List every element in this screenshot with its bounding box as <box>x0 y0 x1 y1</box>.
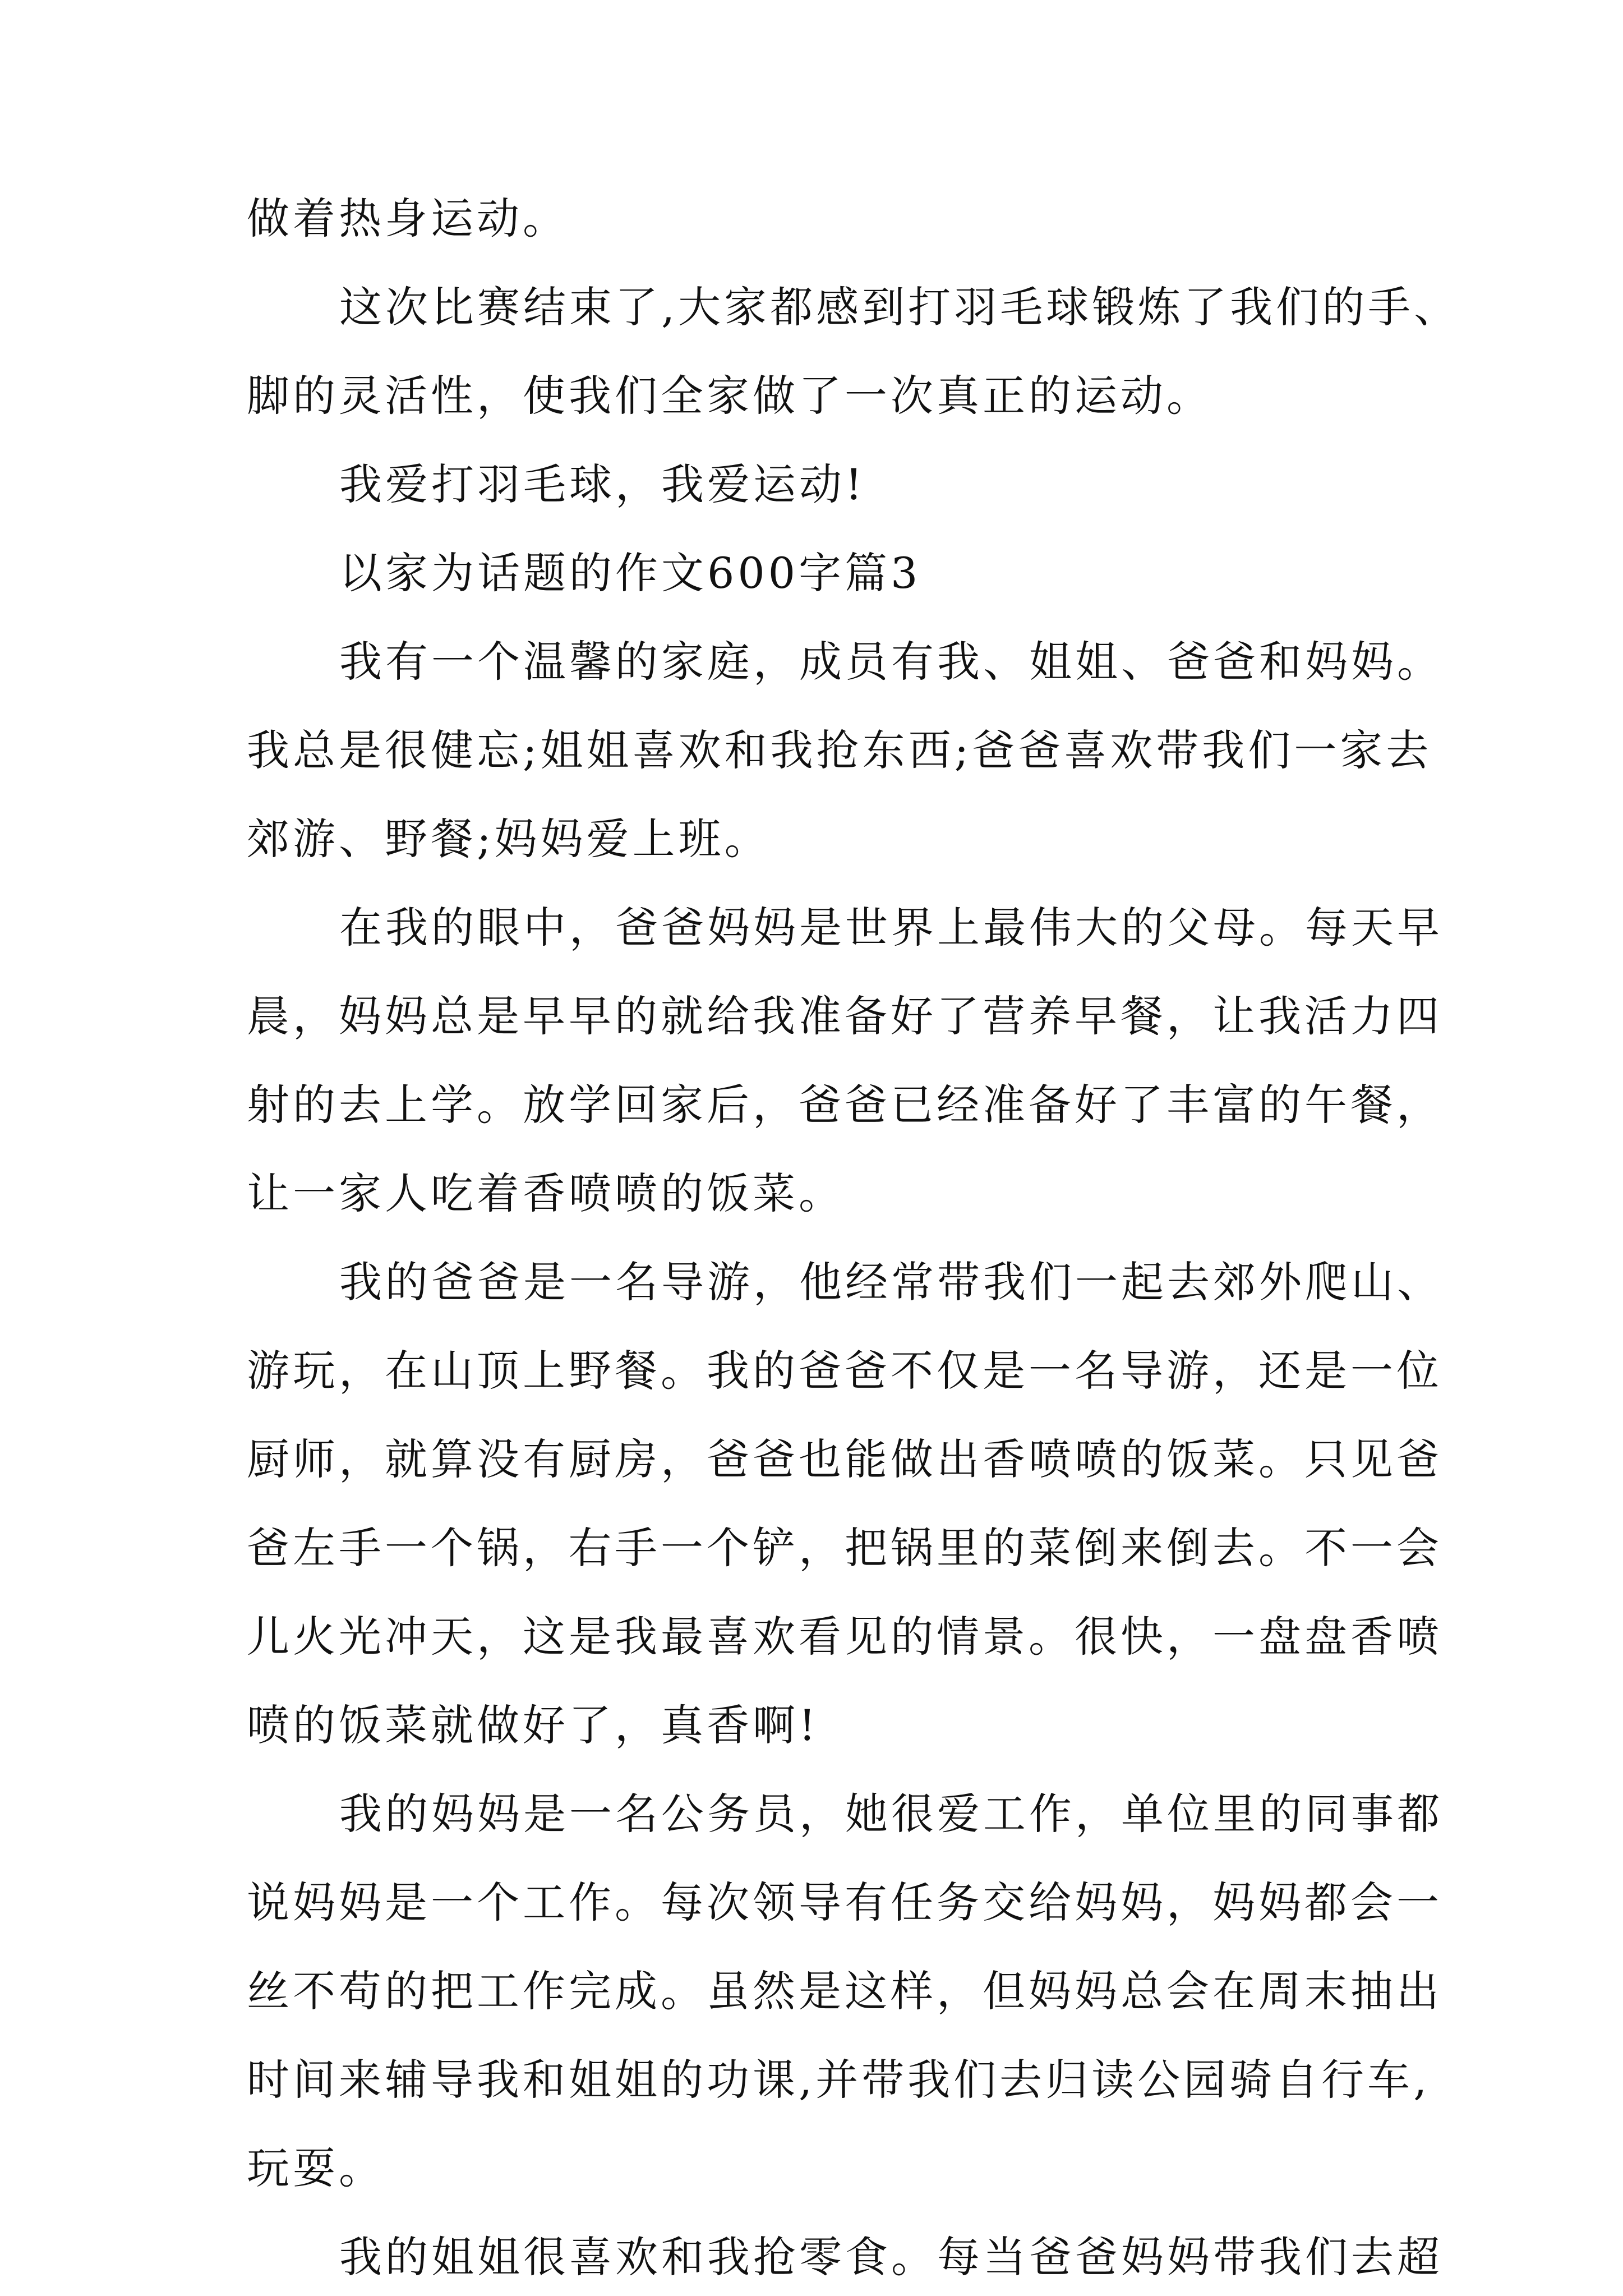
text-line: 说妈妈是一个工作。每次领导有任务交给妈妈，妈妈都会一 <box>247 1878 1442 1927</box>
text-line: 我爱打羽毛球，我爱运动! <box>339 459 866 509</box>
text-line: 我的爸爸是一名导游，他经常带我们一起去郊外爬山、 <box>339 1257 1443 1307</box>
text-line: 喷的饭菜就做好了，真香啊! <box>247 1700 819 1750</box>
text-line: 我有一个温馨的家庭，成员有我、姐姐、爸爸和妈妈。 <box>339 637 1443 687</box>
text-line: 时间来辅导我和姐姐的功课,并带我们去归读公园骑自行车, <box>247 2055 1431 2105</box>
section-heading: 以家为话题的作文600字篇3 <box>339 548 921 598</box>
text-line: 厨师，就算没有厨房，爸爸也能做出香喷喷的饭菜。只见爸 <box>247 1434 1442 1484</box>
text-line: 射的去上学。放学回家后，爸爸已经准备好了丰富的午餐， <box>247 1080 1442 1130</box>
text-line: 脚的灵活性，使我们全家做了一次真正的运动。 <box>247 371 1212 421</box>
text-line: 晨，妈妈总是早早的就给我准备好了营养早餐，让我活力四 <box>247 991 1442 1041</box>
text-line: 做着热身运动。 <box>247 194 569 243</box>
text-line: 我的姐姐很喜欢和我抢零食。每当爸爸妈妈带我们去超 <box>339 2232 1443 2282</box>
text-line: 这次比赛结束了,大家都感到打羽毛球锻炼了我们的手、 <box>339 282 1460 332</box>
text-line: 在我的眼中，爸爸妈妈是世界上最伟大的父母。每天早 <box>339 903 1443 953</box>
text-line: 爸左手一个锅，右手一个铲，把锅里的菜倒来倒去。不一会 <box>247 1523 1442 1573</box>
text-line: 玩耍。 <box>247 2143 385 2193</box>
text-line: 我总是很健忘;姐姐喜欢和我抢东西;爸爸喜欢带我们一家去 <box>247 725 1432 775</box>
text-line: 郊游、野餐;妈妈爱上班。 <box>247 814 771 864</box>
text-line: 丝不苟的把工作完成。虽然是这样，但妈妈总会在周末抽出 <box>247 1966 1442 2016</box>
text-line: 游玩，在山顶上野餐。我的爸爸不仅是一名导游，还是一位 <box>247 1346 1442 1396</box>
text-line: 儿火光冲天，这是我最喜欢看见的情景。很快，一盘盘香喷 <box>247 1612 1442 1662</box>
text-line: 让一家人吃着香喷喷的饭菜。 <box>247 1168 845 1218</box>
text-line: 我的妈妈是一名公务员，她很爱工作，单位里的同事都 <box>339 1789 1443 1839</box>
